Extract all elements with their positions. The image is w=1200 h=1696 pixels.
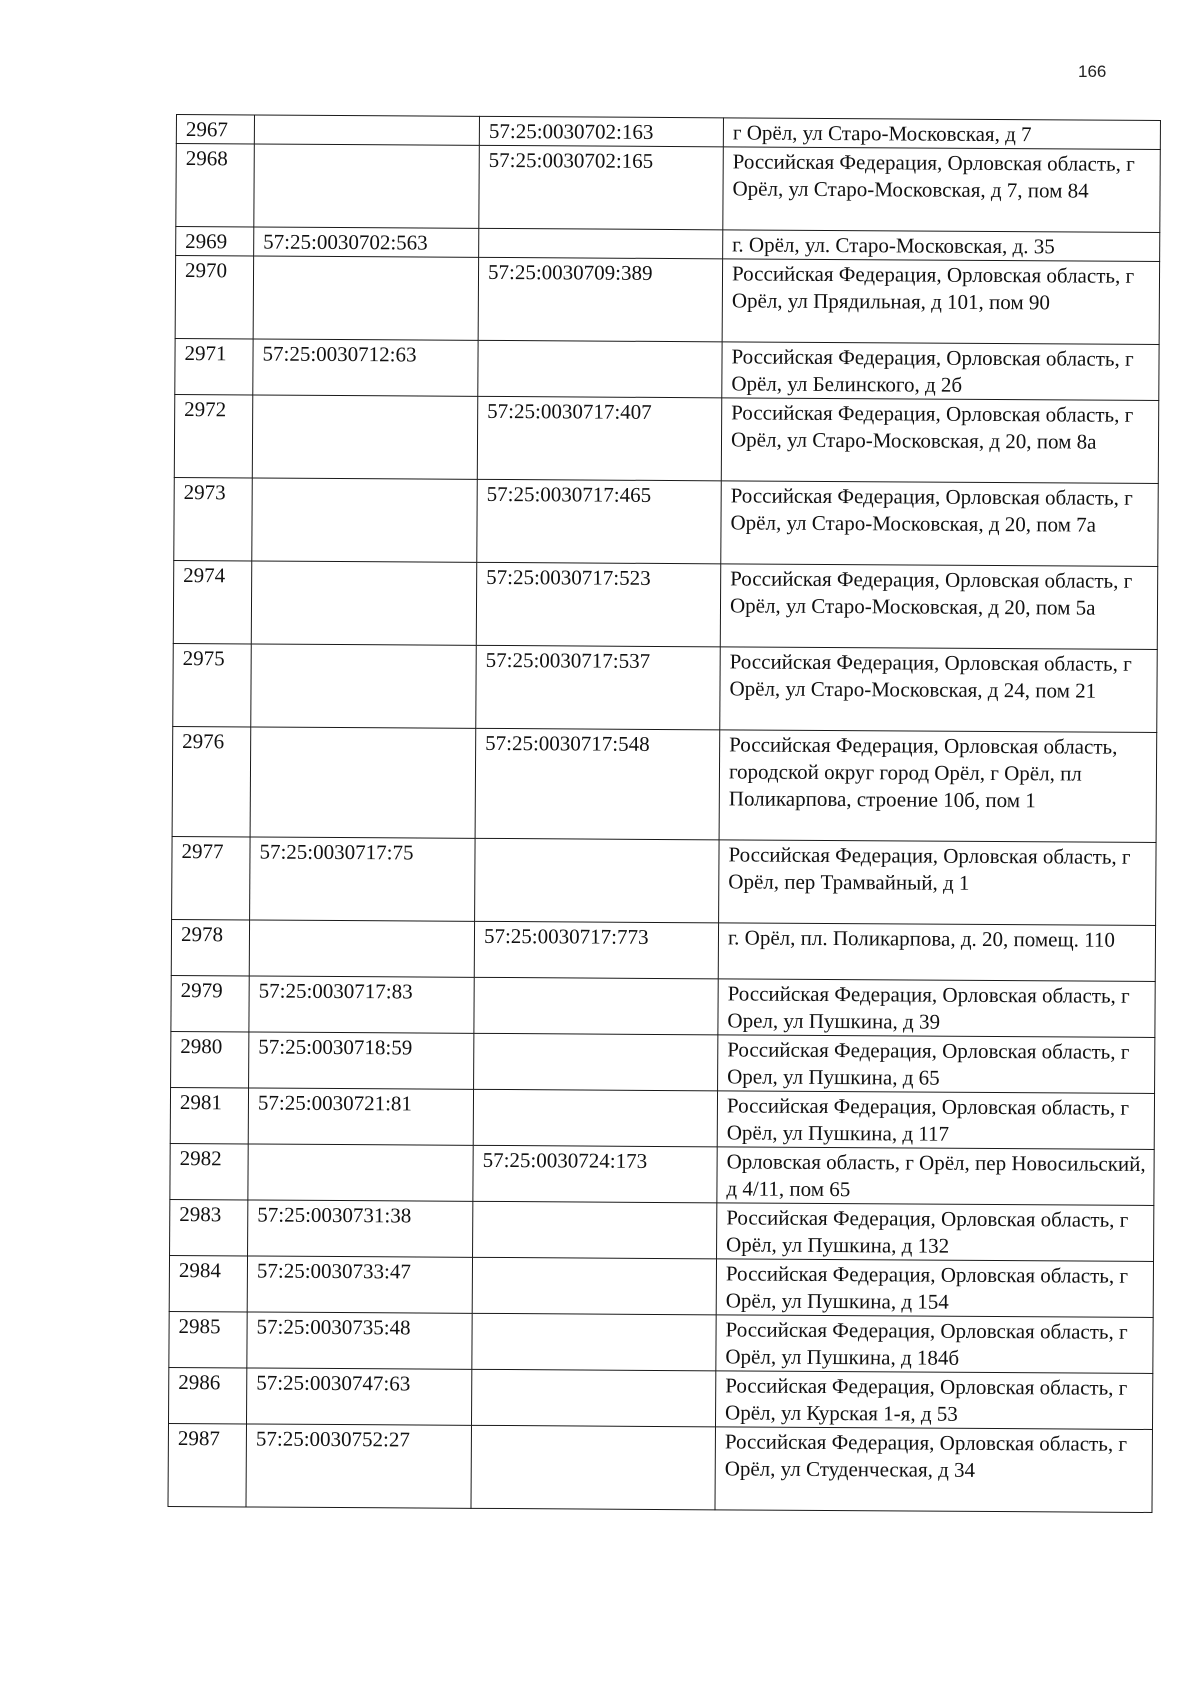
land-cadastral-number-cell (252, 395, 478, 479)
land-cadastral-number-cell: 57:25:0030717:83 (249, 976, 474, 1033)
address-cell: Российская Федерация, Орловская область, г Орел, ул Пушкина, д 39 (718, 979, 1155, 1038)
table-row (170, 1087, 1154, 1149)
object-cadastral-number-cell: 57:25:0030717:773 (474, 921, 718, 978)
address-cell: Российская Федерация, Орловская область, г Орёл, ул Прядильная, д 101, пом 90 (722, 259, 1159, 345)
row-number-cell: 2970 (175, 256, 254, 339)
row-number-cell: 2982 (170, 1143, 248, 1199)
table-row (168, 1423, 1152, 1512)
table-row (172, 726, 1157, 842)
row-number-cell: 2969 (176, 227, 254, 256)
row-number-cell: 2976 (172, 726, 251, 836)
land-cadastral-number-cell (248, 1144, 473, 1201)
address-cell: г. Орёл, пл. Поликарпова, д. 20, помещ. 110 (718, 923, 1155, 982)
object-cadastral-number-cell (474, 1033, 718, 1090)
address-cell: Российская Федерация, Орловская область, г Орел, ул Пушкина, д 65 (718, 1035, 1155, 1094)
table-row (171, 919, 1155, 981)
page-number: 166 (1078, 62, 1107, 81)
address-cell: Российская Федерация, Орловская область, г Орёл, пер Трамвайный, д 1 (719, 840, 1156, 926)
object-cadastral-number-cell (473, 1089, 717, 1146)
row-number-cell: 2987 (168, 1423, 247, 1506)
table-row (171, 1031, 1155, 1093)
object-cadastral-number-cell (472, 1257, 716, 1314)
object-cadastral-number-cell (472, 1313, 716, 1370)
address-cell: Российская Федерация, Орловская область, г Орёл, ул Старо-Московская, д 7, пом 84 (723, 147, 1160, 233)
object-cadastral-number-cell (473, 1201, 717, 1258)
table-row (174, 477, 1158, 566)
table-row (174, 394, 1158, 483)
address-cell: Российская Федерация, Орловская область, г Орёл, ул Старо-Московская, д 20, пом 5а (720, 564, 1157, 650)
address-cell: Российская Федерация, Орловская область, г Орёл, ул Пушкина, д 154 (716, 1259, 1153, 1318)
table-row (173, 643, 1157, 732)
table-row (176, 144, 1160, 233)
row-number-cell: 2983 (170, 1199, 248, 1255)
land-cadastral-number-cell: 57:25:0030721:81 (248, 1088, 473, 1145)
object-cadastral-number-cell: 57:25:0030717:407 (477, 396, 722, 480)
address-cell: г Орёл, ул Старо-Московская, д 7 (723, 118, 1160, 150)
land-cadastral-number-cell (250, 727, 476, 838)
land-cadastral-number-cell (252, 478, 478, 562)
row-number-cell: 2981 (170, 1087, 248, 1143)
land-cadastral-number-cell (251, 644, 477, 728)
row-number-cell: 2978 (171, 919, 249, 975)
table-row (173, 560, 1157, 649)
row-number-cell: 2974 (173, 560, 252, 643)
object-cadastral-number-cell: 57:25:0030724:173 (473, 1145, 717, 1202)
table-row (172, 836, 1156, 925)
table-row (169, 1367, 1153, 1429)
row-number-cell: 2972 (174, 394, 253, 477)
table-row (175, 256, 1159, 345)
object-cadastral-number-cell (479, 228, 723, 258)
land-cadastral-number-cell (249, 920, 474, 977)
object-cadastral-number-cell: 57:25:0030702:165 (479, 145, 724, 229)
land-cadastral-number-cell: 57:25:0030717:75 (250, 837, 476, 921)
table-row (175, 338, 1159, 400)
address-cell: Российская Федерация, Орловская область, г Орёл, ул Пушкина, д 132 (717, 1203, 1154, 1262)
address-cell: Орловская область, г Орёл, пер Новосильский, д 4/11, пом 65 (717, 1147, 1154, 1206)
object-cadastral-number-cell (478, 340, 722, 397)
land-cadastral-number-cell (254, 144, 480, 228)
address-cell: Российская Федерация, Орловская область, г Орёл, ул Старо-Московская, д 20, пом 8а (721, 398, 1158, 484)
table-row (169, 1255, 1153, 1317)
object-cadastral-number-cell: 57:25:0030717:465 (477, 479, 722, 563)
address-cell: Российская Федерация, Орловская область, г Орёл, ул Старо-Московская, д 20, пом 7а (721, 481, 1158, 567)
cadastral-registry-table (167, 114, 1160, 1513)
row-number-cell: 2986 (169, 1367, 247, 1423)
address-cell: г. Орёл, ул. Старо-Московская, д. 35 (723, 230, 1160, 262)
land-cadastral-number-cell: 57:25:0030752:27 (246, 1424, 472, 1508)
address-cell: Российская Федерация, Орловская область, г Орёл, ул Пушкина, д 184б (716, 1315, 1153, 1374)
table-row (169, 1311, 1153, 1373)
object-cadastral-number-cell: 57:25:0030717:523 (476, 562, 721, 646)
land-cadastral-number-cell: 57:25:0030718:59 (249, 1032, 474, 1089)
address-cell: Российская Федерация, Орловская область, г Орёл, ул Старо-Московская, д 24, пом 21 (720, 647, 1157, 733)
land-cadastral-number-cell: 57:25:0030747:63 (246, 1368, 471, 1425)
address-cell: Российская Федерация, Орловская область, г Орёл, ул Пушкина, д 117 (717, 1091, 1154, 1150)
row-number-cell: 2979 (171, 975, 249, 1031)
land-cadastral-number-cell: 57:25:0030735:48 (247, 1312, 472, 1369)
object-cadastral-number-cell: 57:25:0030709:389 (478, 257, 723, 341)
object-cadastral-number-cell (475, 838, 720, 922)
object-cadastral-number-cell: 57:25:0030702:163 (479, 116, 723, 146)
row-number-cell: 2971 (175, 338, 253, 394)
address-cell: Российская Федерация, Орловская область, г Орёл, ул Курская 1-я, д 53 (715, 1371, 1152, 1430)
land-cadastral-number-cell (251, 561, 477, 645)
row-number-cell: 2967 (176, 115, 254, 144)
row-number-cell: 2980 (171, 1031, 249, 1087)
object-cadastral-number-cell: 57:25:0030717:537 (476, 645, 721, 729)
object-cadastral-number-cell (474, 977, 718, 1034)
land-cadastral-number-cell: 57:25:0030702:563 (254, 227, 479, 257)
row-number-cell: 2984 (169, 1255, 247, 1311)
land-cadastral-number-cell (254, 115, 479, 145)
object-cadastral-number-cell (471, 1369, 715, 1426)
land-cadastral-number-cell: 57:25:0030712:63 (253, 339, 478, 396)
row-number-cell: 2985 (169, 1311, 247, 1367)
object-cadastral-number-cell (471, 1425, 716, 1509)
row-number-cell: 2975 (173, 643, 252, 726)
table-row (170, 1199, 1154, 1261)
table-row (170, 1143, 1154, 1205)
row-number-cell: 2977 (172, 836, 251, 919)
row-number-cell: 2968 (176, 144, 255, 227)
object-cadastral-number-cell: 57:25:0030717:548 (475, 728, 720, 839)
row-number-cell: 2973 (174, 477, 253, 560)
land-cadastral-number-cell (253, 256, 479, 340)
address-cell: Российская Федерация, Орловская область, городской округ город Орёл, г Орёл, пл Поликарпова, строение 10б, пом 1 (719, 730, 1157, 843)
table-row (171, 975, 1155, 1037)
land-cadastral-number-cell: 57:25:0030731:38 (248, 1200, 473, 1257)
address-cell: Российская Федерация, Орловская область, г Орёл, ул Студенческая, д 34 (715, 1427, 1152, 1513)
address-cell: Российская Федерация, Орловская область, г Орёл, ул Белинского, д 2б (722, 342, 1159, 401)
land-cadastral-number-cell: 57:25:0030733:47 (247, 1256, 472, 1313)
